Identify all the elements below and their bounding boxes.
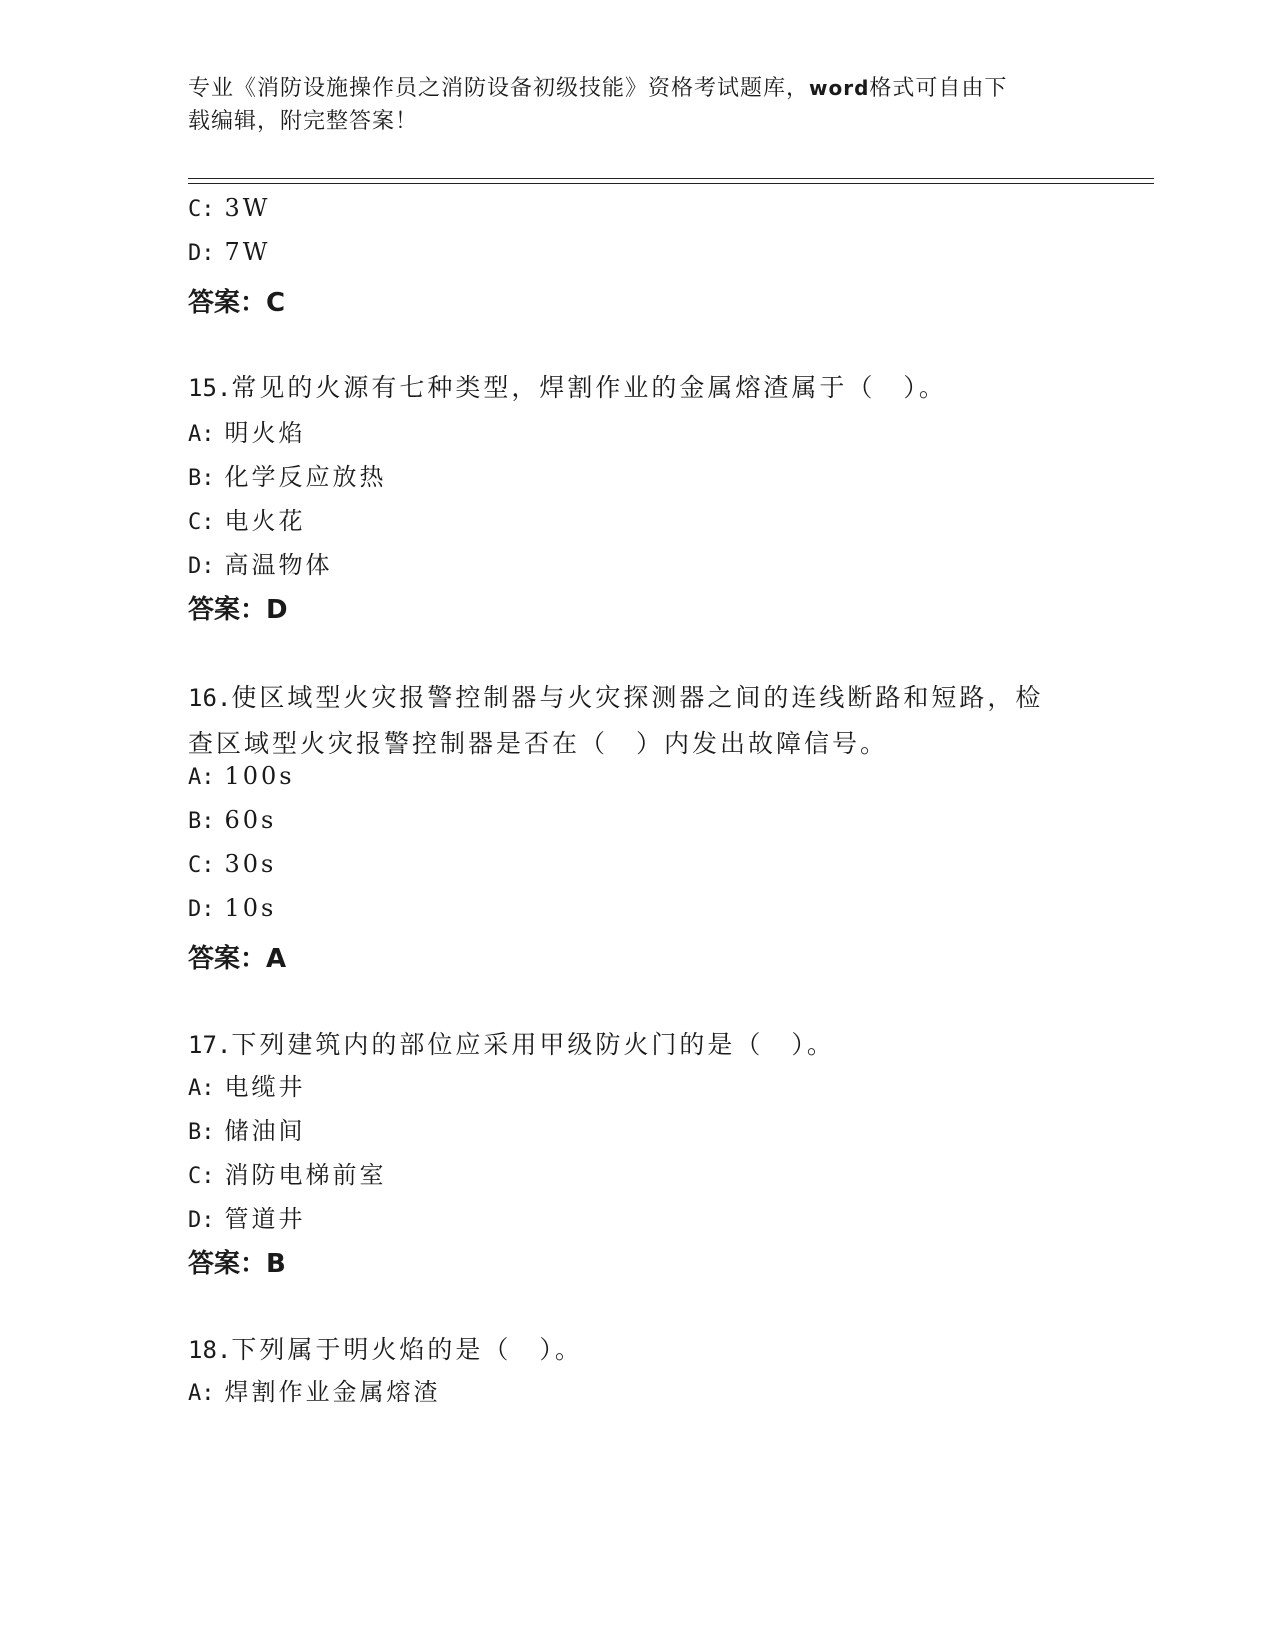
question-text: 使区域型火灾报警控制器与火灾探测器之间的连线断路和短路，检 — [231, 683, 1044, 712]
question-number: 18. — [188, 1336, 232, 1364]
question-text: 下列建筑内的部位应采用甲级防火门的是（ ）。 — [231, 1030, 835, 1059]
question-number: 16. — [188, 684, 232, 712]
option-text: 焊割作业金属熔渣 — [224, 1378, 441, 1406]
option-letter: A: — [188, 765, 215, 790]
question-16 — [188, 675, 1088, 766]
option-letter: D: — [188, 1208, 215, 1233]
prev-answer — [188, 282, 285, 319]
option-text: 明火焰 — [224, 419, 306, 447]
option-letter: D: — [188, 554, 215, 579]
q17-answer — [188, 1243, 286, 1280]
option-text: 100s — [224, 762, 295, 790]
header-title-word: word — [809, 76, 870, 100]
option-text: 30s — [224, 850, 277, 878]
option-text: 化学反应放热 — [224, 463, 387, 491]
header-title-part1: 专业《消防设施操作员之消防设备初级技能》资格考试题库， — [188, 76, 810, 101]
question-15 — [188, 365, 1088, 411]
answer-label: 答案： — [188, 944, 267, 974]
answer-label: 答案： — [188, 288, 267, 318]
option-letter: C: — [188, 1164, 215, 1189]
option-letter: C: — [188, 853, 215, 878]
option-letter: B: — [188, 466, 215, 491]
option-letter: B: — [188, 809, 215, 834]
question-18 — [188, 1327, 1088, 1373]
question-line-2: 查区域型火灾报警控制器是否在（ ）内发出故障信号。 — [188, 729, 889, 758]
answer-label: 答案： — [188, 595, 267, 625]
question-17 — [188, 1022, 1088, 1068]
header-divider-top — [188, 178, 1154, 179]
option-text: 消防电梯前室 — [224, 1161, 387, 1189]
option-letter: C: — [188, 197, 215, 222]
option-text: 管道井 — [224, 1205, 306, 1233]
option-text: 储油间 — [224, 1117, 306, 1145]
header-line-2: 载编辑，附完整答案！ — [188, 109, 419, 134]
q15-option-a — [188, 413, 306, 448]
answer-value: D — [266, 595, 288, 625]
option-text: 电缆井 — [224, 1073, 306, 1101]
option-letter: A: — [188, 1381, 215, 1406]
q17-option-c — [188, 1155, 387, 1190]
q16-option-a — [188, 762, 295, 790]
answer-value: C — [266, 288, 286, 318]
option-text: 60s — [224, 806, 277, 834]
option-letter: D: — [188, 897, 215, 922]
q16-option-c — [188, 850, 276, 878]
option-text: 10s — [224, 894, 277, 922]
q18-option-a — [188, 1372, 441, 1407]
prev-option-c — [188, 194, 270, 222]
prev-option-d — [188, 238, 270, 266]
answer-value: A — [266, 944, 287, 974]
header-line-1 — [188, 72, 1068, 105]
option-text: 3W — [224, 194, 271, 222]
option-text: 7W — [224, 238, 271, 266]
question-number: 15. — [188, 374, 232, 402]
question-number: 17. — [188, 1031, 232, 1059]
q16-answer — [188, 938, 286, 975]
q15-option-c — [188, 501, 306, 536]
q15-option-d — [188, 545, 333, 580]
answer-value: B — [266, 1249, 286, 1279]
q17-option-b — [188, 1111, 306, 1146]
document-header — [188, 72, 1068, 138]
q15-answer — [188, 589, 288, 626]
q17-option-d — [188, 1199, 306, 1234]
header-title-part2: 格式可自由下 — [869, 76, 1008, 101]
q17-option-a — [188, 1067, 306, 1102]
option-letter: D: — [188, 241, 215, 266]
option-letter: C: — [188, 510, 215, 535]
option-letter: A: — [188, 422, 215, 447]
answer-label: 答案： — [188, 1249, 267, 1279]
q15-option-b — [188, 457, 387, 492]
option-letter: B: — [188, 1120, 215, 1145]
header-divider-bottom — [188, 183, 1154, 184]
q16-option-d — [188, 894, 276, 922]
option-text: 高温物体 — [224, 551, 333, 579]
question-text: 常见的火源有七种类型，焊割作业的金属熔渣属于（ ）。 — [231, 373, 947, 402]
q16-option-b — [188, 806, 276, 834]
question-text: 下列属于明火焰的是（ ）。 — [231, 1335, 583, 1364]
question-line-1 — [188, 675, 1088, 721]
option-text: 电火花 — [224, 507, 306, 535]
option-letter: A: — [188, 1076, 215, 1101]
